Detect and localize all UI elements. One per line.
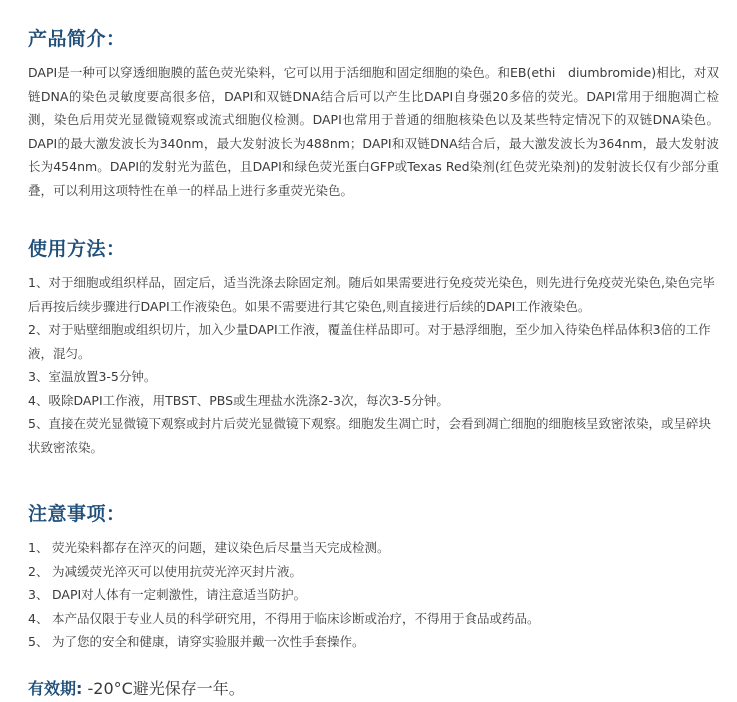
note-number: 1、 [28, 540, 49, 555]
usage-step-5: 5、直接在荧光显微镜下观察或封片后荧光显微镜下观察。细胞发生凋亡时，会看到凋亡细胞的细胞核呈致密浓染，或呈碎块状致密浓染。 [28, 416, 711, 455]
usage-step-4: 4、吸除DAPI工作液，用TBST、PBS或生理盐水洗涤2-3次，每次3-5分钟。 [28, 392, 449, 408]
note-text: 为减缓荧光淬灭可以使用抗荧光淬灭封片液。 [52, 563, 303, 579]
usage-step-2: 2、对于贴壁细胞或组织切片，加入少量DAPI工作液，覆盖住样品即可。对于悬浮细胞，至少加入待染色样品体积3倍的工作液，混匀。 [28, 322, 711, 361]
note-text: 本产品仅限于专业人员的科学研究用，不得用于临床诊断或治疗，不得用于食品或药品。 [52, 610, 540, 626]
notes-title: 注意事项： [28, 503, 126, 525]
intro-text: DAPI是一种可以穿透细胞膜的蓝色荧光染料，它可以用于活细胞和固定细胞的染色。和EB(ethi diumbromide)相比，对双链DNA的染色灵敏度要高很多倍，DAPI和双链DNA结合后可以产生比DAPI自身强20多倍的荧光。DAPI常用于细胞凋亡检测，染色后用荧光显微镜观察或流式细胞仪检测。DAPI也常用于普通的细胞核染色以及某些特定情况下的双链DNA染色。DAPI的最大激发波长为340nm，最大发射波长为488nm；DAPI和双链DNA结合后，最大激发波长为364nm，最大发射波长为454nm。DAPI的发射光为蓝色，且DAPI和绿色荧光蛋白GFP或Texas Red染剂(红色荧光染剂)的发射波长仅有少部分重叠，可以利用这项特性在单一的样品上进行多重荧光染色。 [28, 65, 719, 198]
note-item [28, 560, 719, 584]
expiry-line [28, 678, 719, 700]
note-number: 5、 [28, 634, 49, 649]
expiry-label: 有效期: [28, 678, 83, 698]
expiry-value: -20°C避光保存一年。 [87, 678, 245, 698]
notes-list [28, 536, 719, 654]
note-text: 荧光染料都存在淬灭的问题，建议染色后尽量当天完成检测。 [52, 540, 390, 555]
usage-step-1: 1、对于细胞或组织样品，固定后，适当洗涤去除固定剂。随后如果需要进行免疫荧光染色，则先进行免疫荧光染色,染色完毕后再按后续步骤进行DAPI工作液染色。如果不需要进行其它染色,则直接进行后续的DAPI工作液染色。 [28, 275, 715, 314]
note-number: 2、 [28, 563, 49, 579]
usage-title: 使用方法： [28, 238, 126, 260]
note-item [28, 630, 719, 654]
note-number: 3、 [28, 587, 49, 602]
note-item [28, 536, 719, 560]
usage-step-list [28, 271, 719, 459]
note-item [28, 607, 719, 631]
note-number: 4、 [28, 610, 49, 626]
note-text: 为了您的安全和健康，请穿实验服并戴一次性手套操作。 [52, 634, 365, 649]
note-item [28, 583, 719, 607]
usage-step-3: 3、室温放置3-5分钟。 [28, 369, 157, 384]
note-text: DAPI对人体有一定刺激性，请注意适当防护。 [52, 587, 307, 602]
intro-title: 产品简介： [28, 28, 126, 50]
